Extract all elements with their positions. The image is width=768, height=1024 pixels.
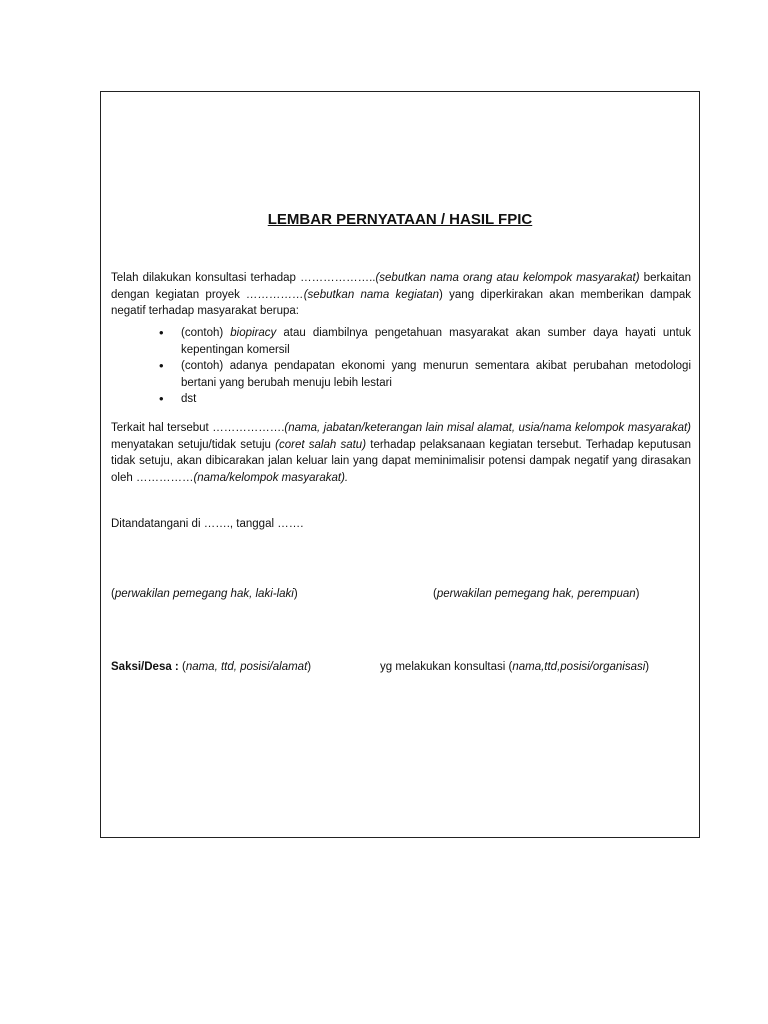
- hint-activity-name: (sebutkan nama kegiatan: [303, 288, 440, 301]
- impact-item-1: [159, 325, 691, 358]
- paren: (: [433, 588, 437, 600]
- witness-label: Saksi/Desa :: [111, 661, 182, 673]
- hint-community: (nama/kelompok masyarakat).: [193, 471, 349, 484]
- consultant-signature: [380, 659, 649, 676]
- paragraph-text: berkaitan dengan kegiatan proyek: [111, 272, 691, 301]
- blank-dots: ……………….: [212, 422, 285, 434]
- paren: (: [181, 661, 186, 673]
- consultant-hint: nama,ttd,posisi/organisasi: [512, 661, 646, 673]
- paragraph-text: menyatakan setuju/tidak setuju: [111, 438, 276, 451]
- form-title: LEMBAR PERNYATAAN / HASIL FPIC: [267, 211, 533, 228]
- signature-label: perwakilan pemegang hak, laki-laki: [114, 588, 294, 600]
- paren: ): [307, 661, 312, 673]
- impact-text: (contoh) adanya pendapatan ekonomi yang menurun sementara akibat perubahan metodologi bertani yang berubah menuju lebih lestari: [181, 360, 691, 389]
- signed-place-date: Ditandatangani di ……., tanggal …….: [111, 518, 304, 530]
- impact-text: dst: [181, 393, 197, 405]
- witness-village-signature: [111, 659, 311, 676]
- blank-dots: ……………: [135, 471, 194, 484]
- impact-list: [159, 325, 691, 408]
- paragraph-text: Terkait hal tersebut: [111, 422, 213, 434]
- paren: ): [645, 661, 650, 673]
- impact-item-3: [159, 391, 691, 408]
- signature-female-representative: [433, 586, 640, 603]
- hint-community-name: (sebutkan nama orang atau kelompok masyarakat): [375, 272, 640, 284]
- impact-text: (contoh): [181, 327, 231, 339]
- blank-dots: ………………..: [300, 272, 376, 284]
- statement-form-frame: [100, 91, 700, 838]
- consultation-paragraph: [111, 270, 691, 320]
- signature-male-representative: [111, 586, 298, 603]
- decision-paragraph: [111, 420, 691, 486]
- paren: (: [508, 661, 513, 673]
- paren: ): [635, 588, 640, 600]
- paragraph-text: ) yang diperkirakan akan memberikan dampak negatif terhadap masyarakat berupa:: [111, 288, 691, 317]
- impact-item-2: [159, 358, 691, 391]
- signature-label: perwakilan pemegang hak, perempuan: [436, 588, 636, 600]
- blank-dots: ……………: [246, 288, 304, 301]
- paragraph-text: terhadap pelaksanaan kegiatan tersebut. Terhadap keputusan tidak setuju, akan dibicarakan jalan keluar lain yang dapat meminimalisir potensi dampak negatif yang dirasakan oleh: [111, 438, 691, 484]
- paren: (: [111, 588, 115, 600]
- paragraph-text: Telah dilakukan konsultasi terhadap: [111, 272, 301, 284]
- hint-name-position: (nama, jabatan/keterangan lain misal alamat, usia/nama kelompok masyarakat): [284, 422, 691, 434]
- consultant-label: yg melakukan konsultasi: [380, 661, 509, 673]
- hint-strike-one: (coret salah satu): [275, 438, 367, 451]
- witness-hint: nama, ttd, posisi/alamat: [185, 661, 308, 673]
- paren: ): [293, 588, 298, 600]
- impact-term: biopiracy: [230, 327, 277, 339]
- impact-text: atau diambilnya pengetahuan masyarakat akan sumber daya hayati untuk kepentingan komersil: [181, 327, 691, 356]
